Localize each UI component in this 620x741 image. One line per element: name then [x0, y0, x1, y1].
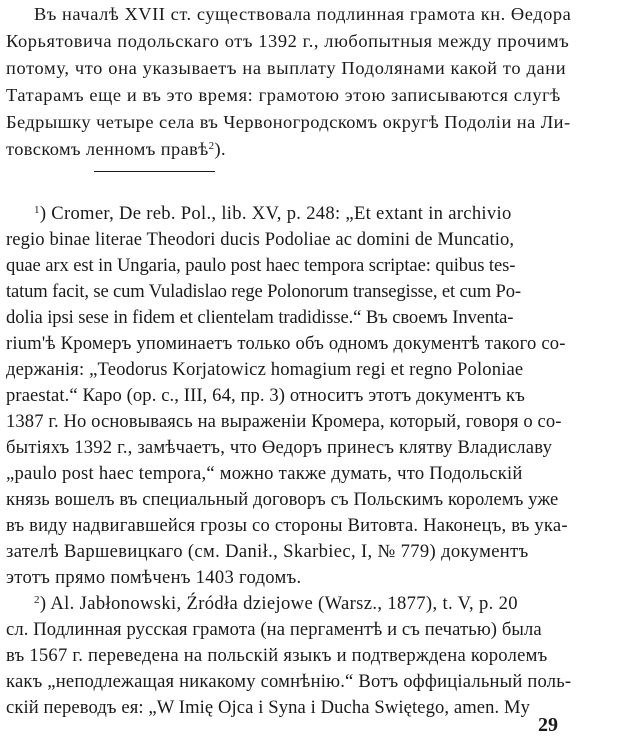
footnote-line: бытіяхъ 1392 г., замѣчаетъ, что Өедоръ принесъ клятву Владиславу: [6, 437, 553, 458]
footnote-line: [6, 592, 614, 616]
page-number: 29: [538, 714, 558, 736]
footnote-line: „paulo post haec tempora,“ можно также думать, что Подольскій: [6, 463, 523, 484]
footnote-line: quae arx est in Ungaria, paulo post haec tempora scriptae: quibus tes-: [6, 255, 516, 276]
footnote-marker-paren: ): [39, 203, 47, 224]
footnote-line: скій переводъ ея: „W Imię Ojca i Syna i Ducha Swiętego, amen. My: [6, 697, 531, 718]
footnote-divider: [94, 171, 215, 172]
footnote-marker-paren: ): [39, 593, 47, 614]
footnote-line: въ виду надвигавшейся грозы со стороны Витовта. Наконецъ, въ ука-: [6, 515, 568, 536]
main-line-trailing: ).: [214, 139, 227, 159]
footnote-line-text: Al. Jabłonowski, Źródła dziejowe (Warsz., 1877), t. V, p. 20: [46, 593, 518, 614]
footnote-line: dolia ipsi sese in fidem et clientelam tradidisse.“ Въ своемъ Inventa-: [6, 307, 514, 328]
footnote-line: сл. Подлинная русская грамота (на пергаментѣ и съ печатью) была: [6, 619, 542, 640]
footnote-line: 1387 г. Но основываясь на выраженіи Кромера, который, говоря о со-: [6, 411, 562, 432]
footnote-marker-1: 1: [34, 204, 40, 216]
footnote-line: зателѣ Варшевицкаго (см. Danił., Skarbiec, I, № 779) документъ: [6, 541, 529, 562]
main-line: Корьятовича подольскаго отъ 1392 г., любопытныя между прочимъ: [6, 31, 570, 51]
main-line: Бедрышку четыре села въ Червоногродскомъ округѣ Подоліи на Ли-: [6, 112, 571, 132]
footnote-line: praestat.“ Каро (ор. с., III, 64, пр. 3) относитъ этотъ документъ къ: [6, 385, 525, 406]
footnote-line: князь вошелъ въ специальный договоръ съ Польскимъ королемъ уже: [6, 489, 559, 510]
footnote-line-text: Cromer, De reb. Pol., lib. XV, p. 248: „Et extant in archivio: [46, 203, 512, 224]
footnote-marker-2: 2: [34, 594, 40, 606]
footnote-line: tatum facit, se cum Vuladislao rege Polonorum transegisse, et cum Po-: [6, 281, 521, 302]
main-line-text: товскомъ ленномъ правѣ: [6, 139, 209, 159]
main-line-last: [6, 137, 614, 161]
footnote-line: этотъ прямо помѣченъ 1403 годомъ.: [6, 567, 302, 588]
footnote-line: regio binae literae Theodori ducis Podoliae ac domini de Muncatio,: [6, 229, 515, 250]
footnote-line: въ 1567 г. переведена на польскій языкъ и подтверждена королемъ: [6, 645, 548, 666]
main-line: Въ началѣ XVII ст. существовала подлинная грамота кн. Өедора: [34, 4, 572, 24]
footnote-line: rium'ѣ Кромеръ упоминаетъ только объ одномъ документѣ такого со-: [6, 333, 566, 354]
footnote-line: [6, 202, 614, 226]
main-line: потому, что она указываетъ на выплату Подолянами какой то дани: [6, 58, 567, 78]
footnote-line: держанія: „Teodorus Korjatowicz homagium regi et regno Poloniae: [6, 359, 524, 380]
footnote-line: какъ „неподлежащая никакому сомнѣнію.“ Вотъ оффиціальный поль-: [6, 671, 572, 692]
main-line: Татарамъ еще и въ это время: грамотою этою записываются слугѣ: [6, 85, 561, 105]
footnote-ref-2: 2: [208, 140, 215, 152]
